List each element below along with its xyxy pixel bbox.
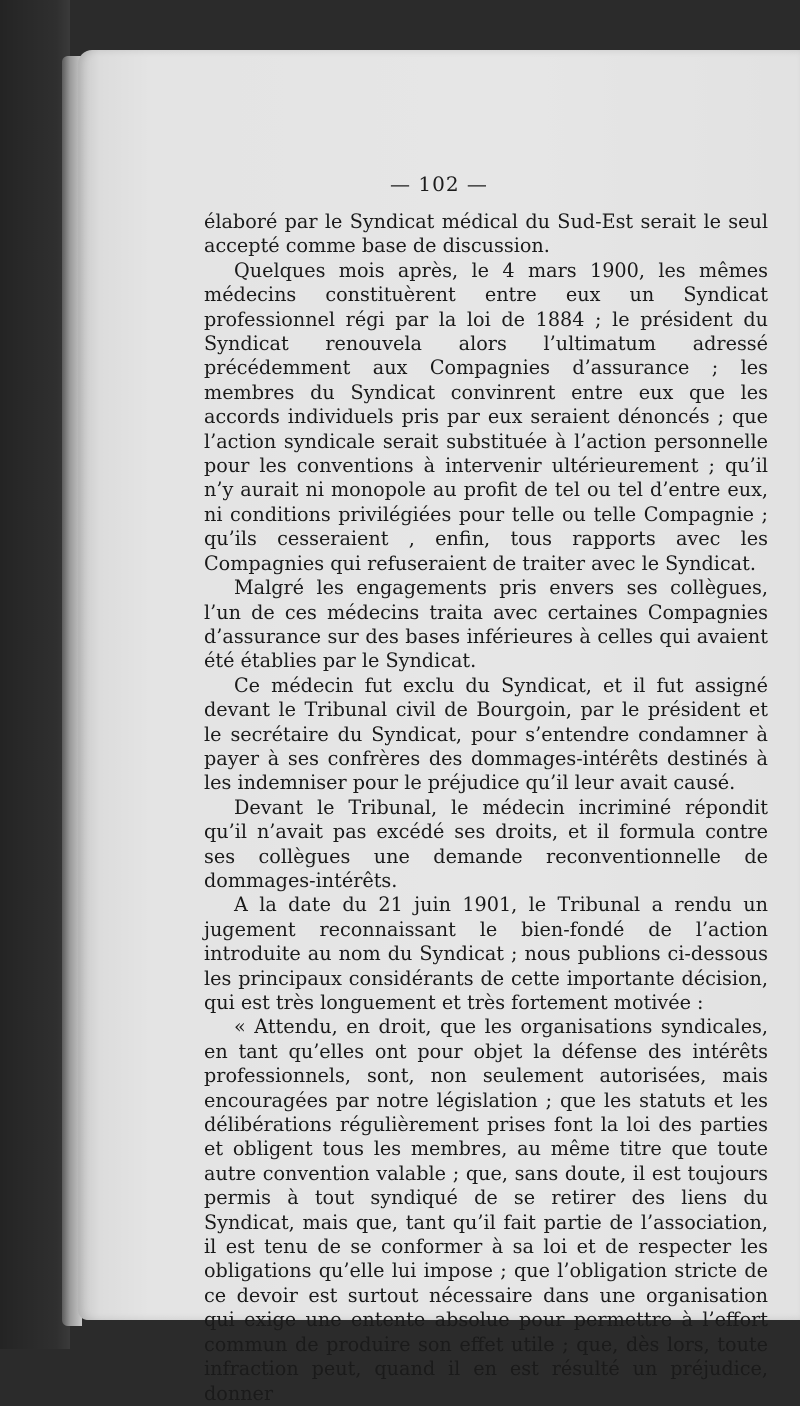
- paragraph: Quelques mois après, le 4 mars 1900, les mêmes médecins constituèrent entre eux un Syndicat professionnel régi par la loi de 1884 ; le président du Syndicat renouvela alors l’ultimatum adressé précédemment aux Compagnies d’assurance ; les membres du Syndicat convinrent entre eux que les accords individuels pris par eux seraient dénoncés ; que l’action syndicale serait substituée à l’action personnelle pour les conventions à intervenir ultérieurement ; qu’il n’y aurait ni monopole au profit de tel ou tel d’entre eux, ni conditions privilégiées pour telle ou telle Compagnie ; qu’ils cesseraient , enfin, tous rapports avec les Compagnies qui refuseraient de traiter avec le Syndicat.: [204, 258, 768, 575]
- page-number: — 102 —: [390, 172, 488, 196]
- scan-background: [0, 0, 70, 1349]
- paragraph: Malgré les engagements pris envers ses collègues, l’un de ces médecins traita avec certaines Compagnies d’assurance sur des bases inférieures à celles qui avaient été établies par le Syndicat.: [204, 576, 768, 673]
- paragraph: Devant le Tribunal, le médecin incriminé répondit qu’il n’avait pas excédé ses droits, et il formula contre ses collègues une demande reconventionnelle de dommages-intérêts.: [204, 795, 768, 892]
- body-text: [204, 210, 768, 1406]
- quoted-paragraph: « Attendu, en droit, que les organisations syndicales, en tant qu’elles ont pour objet la défense des intérêts professionnels, sont, non seulement autorisées, mais encouragées par notre législation ; que les statuts et les délibérations régulièrement prises font la loi des parties et obligent tous les membres, au même titre que toute autre convention valable ; que, sans doute, il est toujours permis à tout syndiqué de se retirer des liens du Syndicat, mais que, tant qu’il fait partie de l’association, il est tenu de se conformer à sa loi et de respecter les obligations qu’elle lui impose ; que l’obligation stricte de ce devoir est surtout nécessaire dans une organisation qui exige une entente absolue pour permettre à l’effort commun de produire son effet utile ; que, dès lors, toute infraction peut, quand il en est résulté un préjudice, donner: [204, 1015, 768, 1405]
- paragraph: Ce médecin fut exclu du Syndicat, et il fut assigné devant le Tribunal civil de Bourgoin, par le président et le secrétaire du Syndicat, pour s’entendre condamner à payer à ses confrères des dommages-intérêts destinés à les indemniser pour le préjudice qu’il leur avait causé.: [204, 673, 768, 795]
- paragraph-continuation: élaboré par le Syndicat médical du Sud-Est serait le seul accepté comme base de discussion.: [204, 210, 768, 258]
- paragraph: A la date du 21 juin 1901, le Tribunal a rendu un jugement reconnaissant le bien-fondé de l’action introduite au nom du Syndicat ; nous publions ci-dessous les principaux considérants de cette importante décision, qui est très longuement et très fortement motivée :: [204, 893, 768, 1014]
- book-page: [78, 50, 800, 1405]
